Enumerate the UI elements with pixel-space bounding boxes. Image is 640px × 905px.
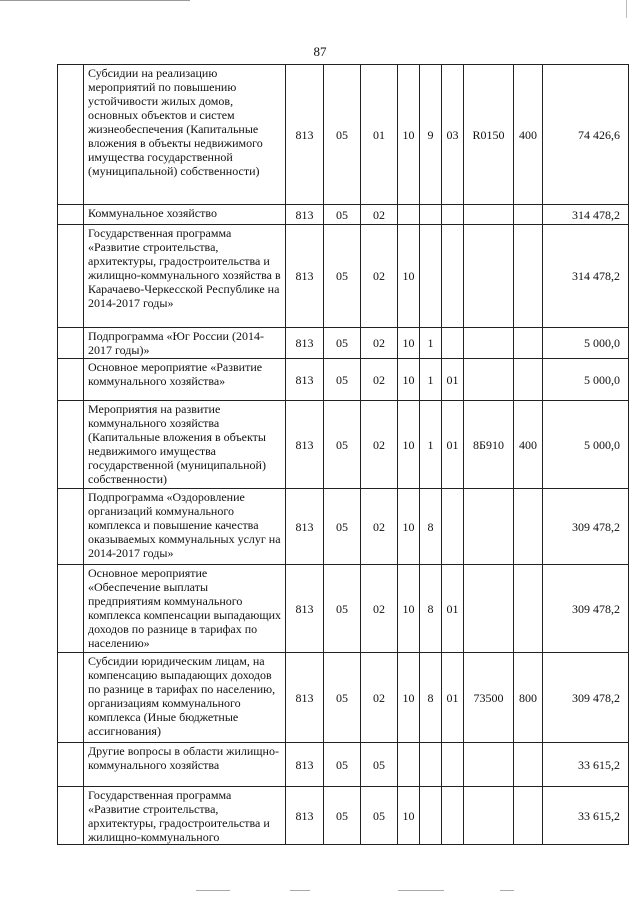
subsection-code: 02: [361, 205, 398, 225]
subprogram-code: [420, 225, 442, 328]
subsection-code: 01: [361, 65, 398, 205]
row-number-cell: [58, 653, 84, 743]
amount-value: 309 478,2: [543, 489, 629, 565]
item-name: Государственная программа «Развитие строительства, архитектуры, градостроительства и жилищно-коммунального хозяйства в Карачаево-Черкесской Республике на 2014-2017 годы»: [84, 225, 286, 328]
section-code: 05: [324, 205, 361, 225]
subprogram-code: 8: [420, 489, 442, 565]
row-number-cell: [58, 401, 84, 489]
subsection-code: 02: [361, 653, 398, 743]
amount-value: 5 000,0: [543, 401, 629, 489]
section-code: 05: [324, 401, 361, 489]
subprogram-code: 8: [420, 565, 442, 653]
table-row: [58, 328, 629, 359]
section-code: 05: [324, 65, 361, 205]
target-article-code: R0150: [464, 65, 514, 205]
row-number-cell: [58, 565, 84, 653]
ministry-code: 813: [286, 65, 324, 205]
budget-table: [57, 64, 629, 845]
item-name: Субсидии на реализацию мероприятий по повышению устойчивости жилых домов, основных объектов и систем жизнеобеспечения (Капитальные вложения в объекты недвижимого имущества государственной (муниципальной) собственности): [84, 65, 286, 205]
item-name: Подпрограмма «Юг России (2014-2017 годы)»: [84, 328, 286, 359]
ministry-code: 813: [286, 787, 324, 845]
section-code: 05: [324, 565, 361, 653]
target-article-code: [464, 225, 514, 328]
expense-type-code: [514, 359, 543, 401]
row-number-cell: [58, 787, 84, 845]
subsection-code: 02: [361, 565, 398, 653]
row-number-cell: [58, 743, 84, 787]
item-name: Основное мероприятие «Развитие коммунального хозяйства»: [84, 359, 286, 401]
item-name: Мероприятия на развитие коммунального хозяйства (Капитальные вложения в объекты недвижимого имущества государственной (муниципальной) собственности): [84, 401, 286, 489]
target-article-code: [464, 489, 514, 565]
target-article-code: [464, 359, 514, 401]
program-code: 10: [398, 359, 420, 401]
amount-value: 314 478,2: [543, 205, 629, 225]
subprogram-code: [420, 743, 442, 787]
section-code: 05: [324, 743, 361, 787]
expense-type-code: [514, 565, 543, 653]
table-row: [58, 787, 629, 845]
target-article-code: [464, 743, 514, 787]
amount-value: 309 478,2: [543, 565, 629, 653]
subsection-code: 02: [361, 328, 398, 359]
measure-code: [442, 225, 464, 328]
item-name: Субсидии юридическим лицам, на компенсацию выпадающих доходов по разнице в тарифах по населению, организациям коммунального комплекса (Иные бюджетные ассигнования): [84, 653, 286, 743]
measure-code: 03: [442, 65, 464, 205]
scan-edge-mark: [626, 0, 627, 18]
ministry-code: 813: [286, 205, 324, 225]
measure-code: 01: [442, 565, 464, 653]
ministry-code: 813: [286, 225, 324, 328]
expense-type-code: [514, 489, 543, 565]
item-name: Другие вопросы в области жилищно-коммунального хозяйства: [84, 743, 286, 787]
amount-value: 74 426,6: [543, 65, 629, 205]
ministry-code: 813: [286, 489, 324, 565]
subsection-code: 02: [361, 225, 398, 328]
subsection-code: 05: [361, 743, 398, 787]
table-body: [58, 65, 629, 845]
subsection-code: 05: [361, 787, 398, 845]
amount-value: 309 478,2: [543, 653, 629, 743]
measure-code: [442, 205, 464, 225]
program-code: [398, 205, 420, 225]
row-number-cell: [58, 225, 84, 328]
amount-value: 33 615,2: [543, 743, 629, 787]
row-number-cell: [58, 359, 84, 401]
row-number-cell: [58, 489, 84, 565]
section-code: 05: [324, 328, 361, 359]
expense-type-code: [514, 225, 543, 328]
subsection-code: 02: [361, 489, 398, 565]
ministry-code: 813: [286, 401, 324, 489]
program-code: 10: [398, 489, 420, 565]
target-article-code: [464, 205, 514, 225]
measure-code: 01: [442, 401, 464, 489]
program-code: 10: [398, 328, 420, 359]
subprogram-code: 1: [420, 401, 442, 489]
section-code: 05: [324, 359, 361, 401]
program-code: 10: [398, 65, 420, 205]
ministry-code: 813: [286, 743, 324, 787]
expense-type-code: 800: [514, 653, 543, 743]
measure-code: [442, 489, 464, 565]
table-row: [58, 743, 629, 787]
section-code: 05: [324, 653, 361, 743]
expense-type-code: [514, 205, 543, 225]
item-name: Подпрограмма «Оздоровление организаций коммунального комплекса и повышение качества оказываемых коммунальных услуг на 2014-2017 годы»: [84, 489, 286, 565]
program-code: 10: [398, 565, 420, 653]
expense-type-code: [514, 787, 543, 845]
program-code: 10: [398, 401, 420, 489]
expense-type-code: 400: [514, 65, 543, 205]
subprogram-code: 1: [420, 359, 442, 401]
ministry-code: 813: [286, 359, 324, 401]
program-code: 10: [398, 225, 420, 328]
subprogram-code: 1: [420, 328, 442, 359]
subprogram-code: [420, 787, 442, 845]
subsection-code: 02: [361, 359, 398, 401]
table-row: [58, 401, 629, 489]
target-article-code: 73500: [464, 653, 514, 743]
amount-value: 5 000,0: [543, 359, 629, 401]
program-code: 10: [398, 653, 420, 743]
subprogram-code: [420, 205, 442, 225]
row-number-cell: [58, 65, 84, 205]
program-code: [398, 743, 420, 787]
expense-type-code: 400: [514, 401, 543, 489]
target-article-code: [464, 787, 514, 845]
table-row: [58, 653, 629, 743]
measure-code: [442, 743, 464, 787]
table-row: [58, 489, 629, 565]
section-code: 05: [324, 225, 361, 328]
amount-value: 33 615,2: [543, 787, 629, 845]
page-number: 87: [313, 44, 327, 59]
ministry-code: 813: [286, 328, 324, 359]
amount-value: 314 478,2: [543, 225, 629, 328]
item-name: Основное мероприятие «Обеспечение выплаты предприятиям коммунального комплекса компенсации выпадающих доходов по разнице в тарифах по населению»: [84, 565, 286, 653]
section-code: 05: [324, 787, 361, 845]
target-article-code: 8Б910: [464, 401, 514, 489]
ministry-code: 813: [286, 565, 324, 653]
target-article-code: [464, 328, 514, 359]
table-row: [58, 565, 629, 653]
row-number-cell: [58, 205, 84, 225]
amount-value: 5 000,0: [543, 328, 629, 359]
table-row: [58, 65, 629, 205]
table-row: [58, 359, 629, 401]
ministry-code: 813: [286, 653, 324, 743]
table-row: [58, 205, 629, 225]
measure-code: [442, 328, 464, 359]
measure-code: 01: [442, 653, 464, 743]
measure-code: 01: [442, 359, 464, 401]
scan-specks: [0, 880, 640, 905]
table-row: [58, 225, 629, 328]
target-article-code: [464, 565, 514, 653]
subsection-code: 02: [361, 401, 398, 489]
subprogram-code: 9: [420, 65, 442, 205]
row-number-cell: [58, 328, 84, 359]
item-name: Коммунальное хозяйство: [84, 205, 286, 225]
subprogram-code: 8: [420, 653, 442, 743]
measure-code: [442, 787, 464, 845]
scan-edge-line: [0, 0, 190, 2]
item-name: Государственная программа «Развитие строительства, архитектуры, градостроительства и жилищно-коммунального: [84, 787, 286, 845]
expense-type-code: [514, 328, 543, 359]
expense-type-code: [514, 743, 543, 787]
section-code: 05: [324, 489, 361, 565]
program-code: 10: [398, 787, 420, 845]
